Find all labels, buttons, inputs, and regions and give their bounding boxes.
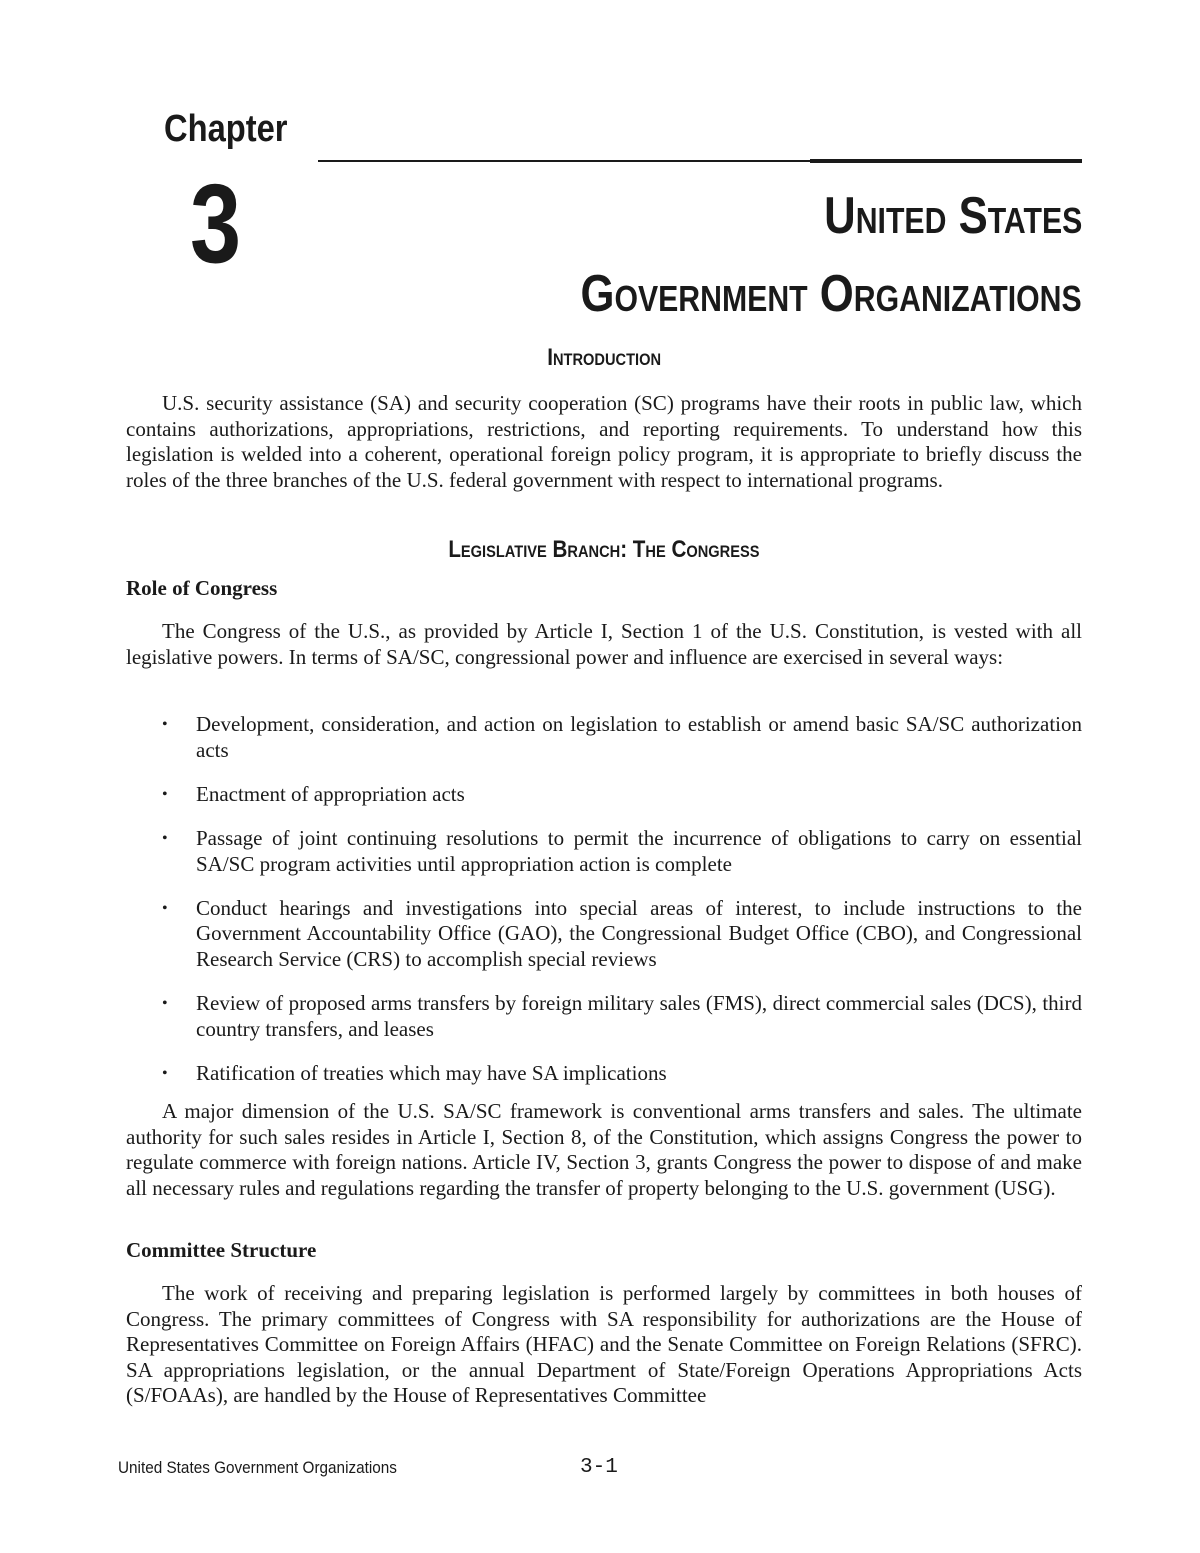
section-heading-introduction-text: Introduction xyxy=(547,344,661,371)
bullet-icon: • xyxy=(162,785,168,803)
bullet-icon: • xyxy=(162,995,168,1013)
list-item xyxy=(126,712,1082,763)
title-rule-accent xyxy=(810,159,1082,163)
list-item-text: Conduct hearings and investigations into special areas of interest, to include instructions to the Government Accountability Office (GAO), the Congressional Budget Office (CBO), and Congressional Research Service (CRS) to accomplish special reviews xyxy=(196,895,1082,971)
list-item xyxy=(126,782,1082,808)
list-item-text: Ratification of treaties which may have SA implications xyxy=(196,1060,667,1085)
list-item-text: Review of proposed arms transfers by foreign military sales (FMS), direct commercial sales (DCS), third country transfers, and leases xyxy=(196,991,1082,1041)
list-item xyxy=(126,1061,1082,1087)
committee-paragraph: The work of receiving and preparing legislation is performed largely by committees in both houses of Congress. The primary committees of Congress with SA responsibility for authorizations are the House of Representatives Committee on Foreign Affairs (HFAC) and the Senate Committee on Foreign Relations (SFRC). SA appropriations legislation, or the annual Department of State/Foreign Operations Appropriations Acts (S/FOAAs), are handled by the House of Representatives Committee xyxy=(126,1281,1082,1408)
bullet-icon: • xyxy=(162,1064,168,1082)
bullet-icon: • xyxy=(162,899,168,917)
subheading-role-of-congress: Role of Congress xyxy=(126,576,278,600)
list-item-text: Enactment of appropriation acts xyxy=(196,781,465,806)
arms-transfers-paragraph: A major dimension of the U.S. SA/SC framework is conventional arms transfers and sales. The ultimate authority for such sales resides in Article I, Section 8, of the Constitution, which assigns Congress the power to regulate commerce with foreign nations. Article IV, Section 3, grants Congress the power to dispose of and make all necessary rules and regulations regarding the transfer of property belonging to the U.S. government (USG). xyxy=(126,1099,1082,1200)
list-item-text: Development, consideration, and action on legislation to establish or amend basic SA/SC authorization acts xyxy=(196,712,1082,762)
section-heading-legislative xyxy=(126,538,1082,562)
section-heading-legislative-text: Legislative Branch: The Congress xyxy=(448,536,760,563)
role-paragraph: The Congress of the U.S., as provided by Article I, Section 1 of the U.S. Constitution, is vested with all legislative powers. In terms of SA/SC, congressional power and influence are exercised in several ways: xyxy=(126,619,1082,669)
bullet-icon: • xyxy=(162,716,168,733)
chapter-title-line-2: Government Organizations xyxy=(580,265,1082,323)
chapter-number: 3 xyxy=(190,161,242,286)
introduction-paragraph: U.S. security assistance (SA) and security cooperation (SC) programs have their roots in public law, which contains authorizations, appropriations, restrictions, and reporting requirements. To understand how this legislation is welded into a coherent, operational foreign policy program, it is appropriate to briefly discuss the roles of the three branches of the U.S. federal government with respect to international programs. xyxy=(126,391,1082,492)
list-item xyxy=(126,826,1082,877)
chapter-label: Chapter xyxy=(164,108,288,150)
list-item-text: Passage of joint continuing resolutions to permit the incurrence of obligations to carry on essential SA/SC program activities until appropriation action is complete xyxy=(196,825,1082,876)
list-item xyxy=(126,896,1082,973)
list-item xyxy=(126,991,1082,1042)
footer-page-number: 3-1 xyxy=(580,1456,618,1479)
congress-powers-list xyxy=(126,712,1082,1105)
footer-running-title: United States Government Organizations xyxy=(118,1458,397,1477)
chapter-title-line-1: United States xyxy=(823,187,1082,245)
section-heading-introduction xyxy=(126,346,1082,370)
subheading-committee-structure: Committee Structure xyxy=(126,1238,317,1262)
bullet-icon: • xyxy=(162,829,168,847)
